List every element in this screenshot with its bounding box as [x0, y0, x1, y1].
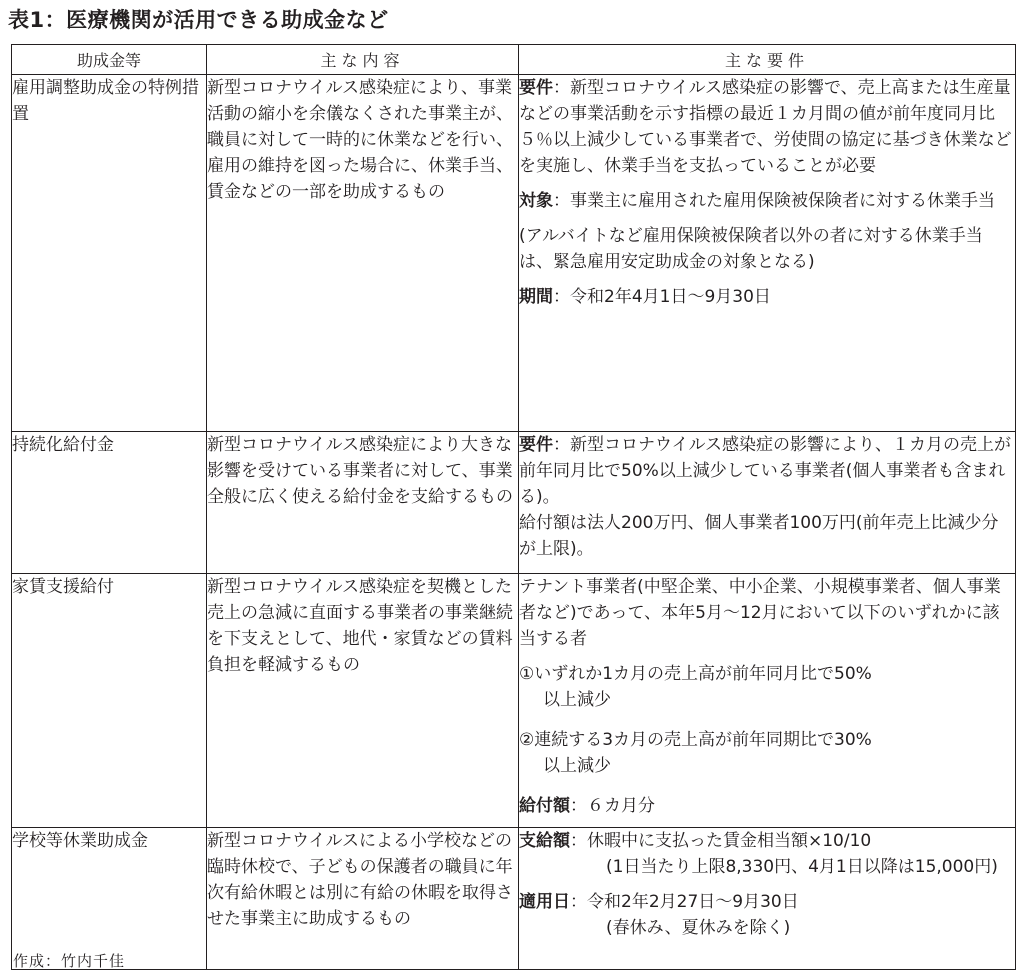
requirement-text: ：新型コロナウイルス感染症の影響により、１カ月の売上が前年同月比で50%以上減少している事業者(個人事業者も含まれる)。	[519, 435, 1011, 507]
condition-item-1-line: ①いずれか1カ月の売上高が前年同月比で50%	[519, 664, 872, 684]
date-text: ：令和2年2月27日～9月30日	[570, 892, 799, 912]
amount-label: 給付額	[519, 796, 570, 816]
author-credit: 作成：竹内千佳	[13, 952, 126, 970]
content-cell	[207, 432, 519, 574]
content-text: 新型コロナウイルス感染症により、事業活動の縮小を余儀なくされた事業主が、職員に対して一時的に休業などを行い、雇用の維持を図った場合に、休業手当、賃金などの一部を助成するもの	[207, 78, 513, 202]
table-row	[12, 75, 1016, 432]
grant-name: 雇用調整助成金の特例措置	[12, 78, 199, 124]
period-block	[519, 284, 1015, 310]
intro-text: テナント事業者(中堅企業、中小企業、小規模事業者、個人事業者など)であって、本年5月～12月において以下のいずれかに該当する者	[519, 577, 1001, 649]
table-row	[12, 432, 1016, 574]
payment-block	[519, 828, 1015, 880]
content-cell	[207, 75, 519, 432]
amount-text: ：６カ月分	[570, 796, 655, 816]
grant-name-cell	[12, 828, 207, 970]
payment-text: ：休暇中に支払った賃金相当額×10/10	[570, 831, 872, 851]
header-grant-name: 助成金等	[12, 45, 207, 75]
payment-subtext: (1日当たり上限8,330円、4月1日以降は15,000円)	[606, 857, 998, 877]
condition-item-1-cont: 以上減少	[543, 690, 611, 710]
condition-item-2-cont: 以上減少	[543, 756, 611, 776]
period-text: ：令和2年4月1日～9月30日	[553, 287, 771, 307]
target-text: ：事業主に雇用された雇用保険被保険者に対する休業手当	[553, 191, 995, 211]
content-text: 新型コロナウイルス感染症を契機とした売上の急減に直面する事業者の事業継続を下支えとして、地代・家賃などの賃料負担を軽減するもの	[207, 577, 513, 675]
requirement-label: 要件	[519, 435, 553, 455]
date-block	[519, 889, 1015, 941]
condition-item-2	[519, 727, 1015, 779]
requirement-text: ：新型コロナウイルス感染症の影響で、売上高または生産量などの事業活動を示す指標の最近１カ月間の値が前年度同月比５％以上減少している事業者で、労使間の協定に基づき休業などを実施し、休業手当を支払っていることが必要	[519, 78, 1012, 176]
period-label: 期間	[519, 287, 553, 307]
grant-name: 学校等休業助成金	[12, 831, 148, 851]
content-text: 新型コロナウイルス感染症により大きな影響を受けている事業者に対して、事業全般に広く使える給付金を支給するもの	[207, 435, 513, 507]
requirements-cell	[519, 432, 1016, 574]
header-main-content: 主な内容	[207, 45, 519, 75]
grants-table	[11, 44, 1016, 970]
target-block	[519, 188, 1015, 214]
requirements-cell	[519, 574, 1016, 828]
grant-name: 家賃支援給付	[12, 577, 114, 597]
condition-item-1	[519, 661, 1015, 713]
header-main-requirements: 主な要件	[519, 45, 1016, 75]
condition-item-2-line: ②連続する3カ月の売上高が前年同期比で30%	[519, 730, 872, 750]
table-row	[12, 574, 1016, 828]
grant-name-cell	[12, 432, 207, 574]
table-row	[12, 828, 1016, 970]
date-subtext: (春休み、夏休みを除く)	[606, 918, 791, 938]
content-cell	[207, 828, 519, 970]
requirement-block	[519, 75, 1015, 179]
grant-name: 持続化給付金	[12, 435, 114, 455]
requirement-block	[519, 432, 1015, 510]
date-label: 適用日	[519, 892, 570, 912]
grant-name-cell	[12, 75, 207, 432]
content-cell	[207, 574, 519, 828]
content-text: 新型コロナウイルスによる小学校などの臨時休校で、子どもの保護者の職員に年次有給休暇とは別に有給の休暇を取得させた事業主に助成するもの	[207, 831, 513, 929]
target-label: 対象	[519, 191, 553, 211]
requirement-label: 要件	[519, 78, 553, 98]
requirements-cell	[519, 828, 1016, 970]
payment-label: 支給額	[519, 831, 570, 851]
grant-name-cell	[12, 574, 207, 828]
amount-block	[519, 793, 1015, 819]
note-text: (アルバイトなど雇用保険被保険者以外の者に対する休業手当は、緊急雇用安定助成金の対象となる)	[519, 226, 983, 272]
requirements-cell	[519, 75, 1016, 432]
table-header-row	[12, 45, 1016, 75]
table-title: 表1：医療機関が活用できる助成金など	[8, 8, 389, 32]
amount-text: 給付額は法人200万円、個人事業者100万円(前年売上比減少分が上限)。	[519, 513, 999, 559]
